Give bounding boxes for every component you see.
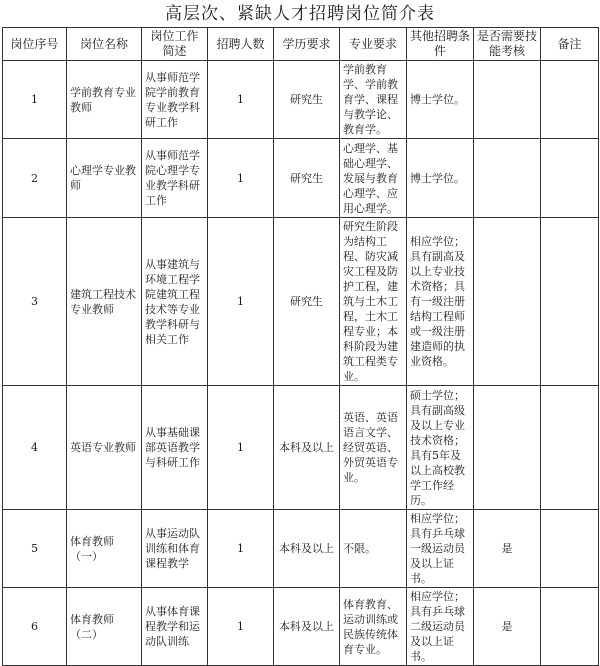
cell-seq: 2 [3, 139, 67, 218]
cell-remark [541, 61, 599, 139]
cell-major: 英语、英语语言文学、经贸英语、外贸英语专业。 [340, 386, 407, 510]
cell-exam [474, 61, 541, 139]
positions-table [2, 27, 599, 666]
header-remark: 备注 [541, 28, 599, 61]
cell-exam [474, 218, 541, 386]
cell-name: 建筑工程技术专业教师 [67, 218, 142, 386]
cell-count: 1 [208, 386, 274, 510]
header-row [3, 28, 599, 61]
cell-count: 1 [208, 510, 274, 588]
cell-other: 硕士学位；具有副高级及以上专业技术资格；具有5年及以上高校教学工作经历。 [407, 386, 474, 510]
cell-other: 相应学位；具有副高及以上专业技术资格；具有一级注册结构工程师或一级注册建造师的执业资格。 [407, 218, 474, 386]
cell-exam: 是 [474, 588, 541, 666]
cell-exam: 是 [474, 510, 541, 588]
cell-edu: 研究生 [274, 218, 340, 386]
cell-remark [541, 218, 599, 386]
cell-major: 不限。 [340, 510, 407, 588]
cell-seq: 5 [3, 510, 67, 588]
cell-edu: 本科及以上 [274, 588, 340, 666]
cell-desc: 从事师范学院学前教育专业教学科研工作 [142, 61, 208, 139]
cell-desc: 从事体育课程教学和运动队训练 [142, 588, 208, 666]
cell-count: 1 [208, 588, 274, 666]
header-seq: 岗位序号 [3, 28, 67, 61]
header-name: 岗位名称 [67, 28, 142, 61]
cell-major: 体育教育、运动训练或民族传统体育专业。 [340, 588, 407, 666]
table-row [3, 218, 599, 386]
cell-remark [541, 139, 599, 218]
cell-seq: 4 [3, 386, 67, 510]
cell-edu: 本科及以上 [274, 386, 340, 510]
cell-major: 研究生阶段为结构工程、防灾减灾工程及防护工程，建筑与土木工程，土木工程专业；本科阶段为建筑工程类专业。 [340, 218, 407, 386]
table-row [3, 588, 599, 666]
cell-name: 体育教师（二） [67, 588, 142, 666]
cell-count: 1 [208, 218, 274, 386]
cell-name: 心理学专业教师 [67, 139, 142, 218]
cell-other: 相应学位；具有乒乓球一级运动员及以上证书。 [407, 510, 474, 588]
cell-name: 英语专业教师 [67, 386, 142, 510]
cell-desc: 从事师范学院心理学专业教学科研工作 [142, 139, 208, 218]
cell-other: 博士学位。 [407, 139, 474, 218]
cell-other: 博士学位。 [407, 61, 474, 139]
header-exam: 是否需要技能考核 [474, 28, 541, 61]
cell-other: 相应学位；具有乒乓球二级运动员及以上证书。 [407, 588, 474, 666]
cell-count: 1 [208, 139, 274, 218]
cell-remark [541, 386, 599, 510]
cell-name: 体育教师（一） [67, 510, 142, 588]
cell-exam [474, 139, 541, 218]
header-desc: 岗位工作简述 [142, 28, 208, 61]
cell-edu: 本科及以上 [274, 510, 340, 588]
page-title: 高层次、紧缺人才招聘岗位简介表 [165, 4, 435, 24]
header-count: 招聘人数 [208, 28, 274, 61]
cell-edu: 研究生 [274, 61, 340, 139]
cell-seq: 1 [3, 61, 67, 139]
cell-desc: 从事运动队训练和体育课程教学 [142, 510, 208, 588]
cell-desc: 从事基础课部英语教学与科研工作 [142, 386, 208, 510]
cell-seq: 6 [3, 588, 67, 666]
cell-remark [541, 510, 599, 588]
cell-count: 1 [208, 61, 274, 139]
table-row [3, 139, 599, 218]
header-other: 其他招聘条件 [407, 28, 474, 61]
cell-edu: 研究生 [274, 139, 340, 218]
cell-exam [474, 386, 541, 510]
cell-major: 心理学、基础心理学、发展与教育心理学、应用心理学。 [340, 139, 407, 218]
cell-major: 学前教育学、学前教育学、课程与教学论、教育学。 [340, 61, 407, 139]
table-row [3, 61, 599, 139]
cell-name: 学前教育专业教师 [67, 61, 142, 139]
table-row [3, 510, 599, 588]
header-major: 专业要求 [340, 28, 407, 61]
table-row [3, 386, 599, 510]
cell-desc: 从事建筑与环境工程学院建筑工程技术等专业教学科研与相关工作 [142, 218, 208, 386]
cell-seq: 3 [3, 218, 67, 386]
header-edu: 学历要求 [274, 28, 340, 61]
cell-remark [541, 588, 599, 666]
